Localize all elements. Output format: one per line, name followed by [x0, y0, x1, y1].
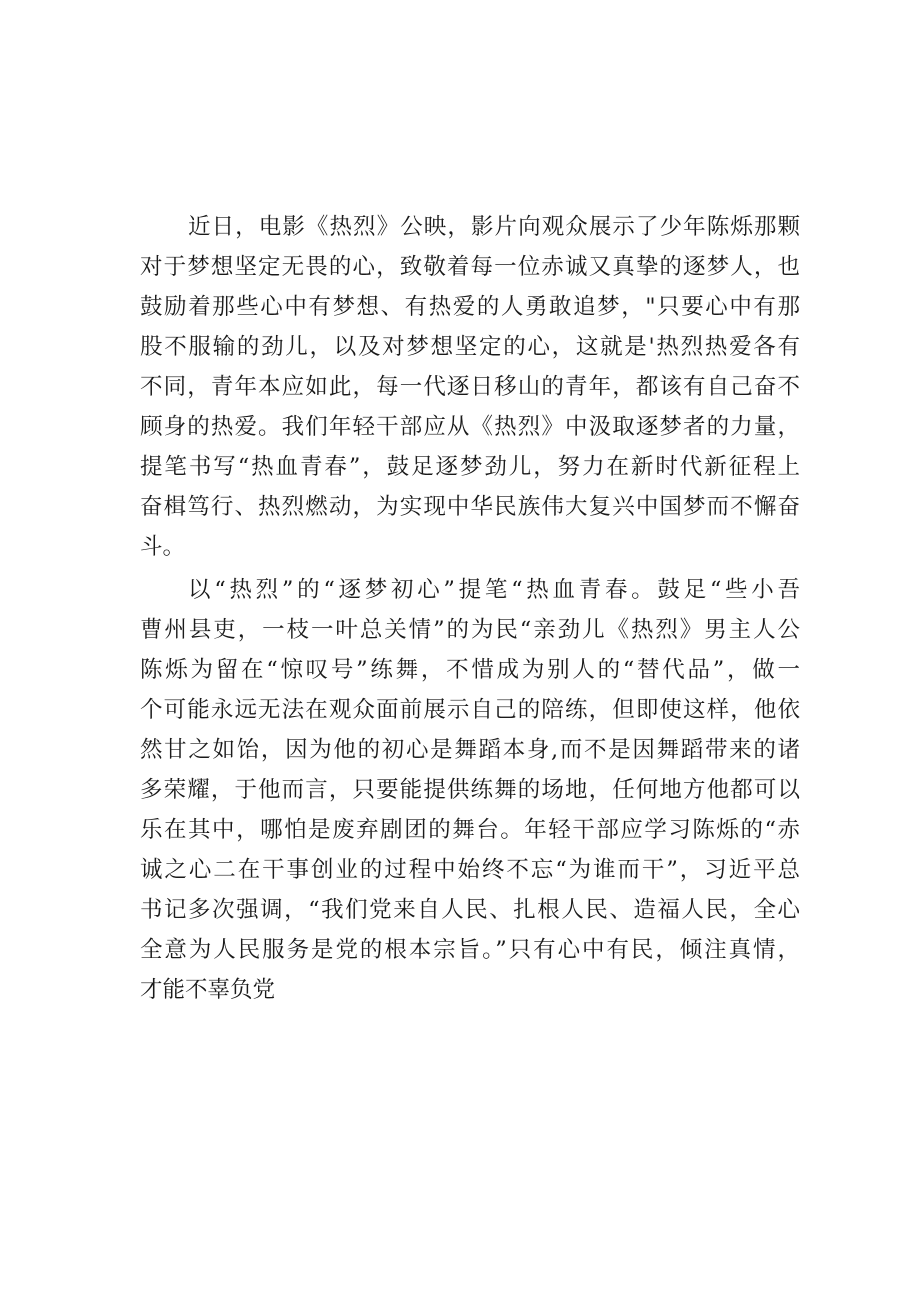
paragraph-1-line-5: 不同，青年本应如此，每一代逐日移山的青年，都该有自己奋不	[140, 374, 800, 400]
paragraph-1-line-8: 奋楫笃行、热烈燃动，为实现中华民族伟大复兴中国梦而不懈奋	[140, 494, 800, 520]
paragraph-2-line-2: 曹州县吏，一枝一叶总关情”的为民“亲劲儿《热烈》男主人公	[140, 617, 800, 643]
paragraph-2-line-8: 诚之心二在干事创业的过程中始终不忘“为谁而干”，习近平总	[140, 857, 800, 883]
paragraph-1-line-9: 斗。	[140, 534, 186, 560]
paragraph-2-line-9: 书记多次强调，“我们党来自人民、扎根人民、造福人民，全心	[140, 897, 800, 923]
paragraph-1-line-1: 近日，电影《热烈》公映，影片向观众展示了少年陈烁那颗	[188, 214, 800, 240]
paragraph-1-line-3: 鼓励着那些心中有梦想、有热爱的人勇敢追梦，"只要心中有那	[140, 294, 800, 320]
paragraph-1-line-6: 顾身的热爱。我们年轻干部应从《热烈》中汲取逐梦者的力量，	[140, 414, 800, 440]
paragraph-1-line-2: 对于梦想坚定无畏的心，致敬着每一位赤诚又真挚的逐梦人，也	[140, 254, 800, 280]
paragraph-1-line-4: 股不服输的劲儿，以及对梦想坚定的心，这就是'热烈热爱各有	[140, 334, 800, 360]
paragraph-2-line-6: 多荣耀，于他而言，只要能提供练舞的场地，任何地方他都可以	[140, 777, 800, 803]
paragraph-2-line-3: 陈烁为留在“惊叹号”练舞，不惜成为别人的“替代品”，做一	[140, 657, 800, 683]
paragraph-2-line-11: 才能不辜负党	[140, 977, 276, 1003]
paragraph-2-line-5: 然甘之如饴，因为他的初心是舞蹈本身,而不是因舞蹈带来的诸	[140, 737, 800, 763]
paragraph-2-line-7: 乐在其中，哪怕是废弃剧团的舞台。年轻干部应学习陈烁的“赤	[140, 817, 800, 843]
paragraph-2-line-4: 个可能永远无法在观众面前展示自己的陪练，但即使这样，他依	[140, 697, 800, 723]
paragraph-2-line-10: 全意为人民服务是党的根本宗旨。”只有心中有民，倾注真情，	[140, 937, 800, 963]
paragraph-1-line-7: 提笔书写“热血青春”，鼓足逐梦劲儿，努力在新时代新征程上	[140, 454, 800, 480]
paragraph-2-line-1: 以“热烈”的“逐梦初心”提笔“热血青春。鼓足“些小吾	[188, 577, 800, 603]
